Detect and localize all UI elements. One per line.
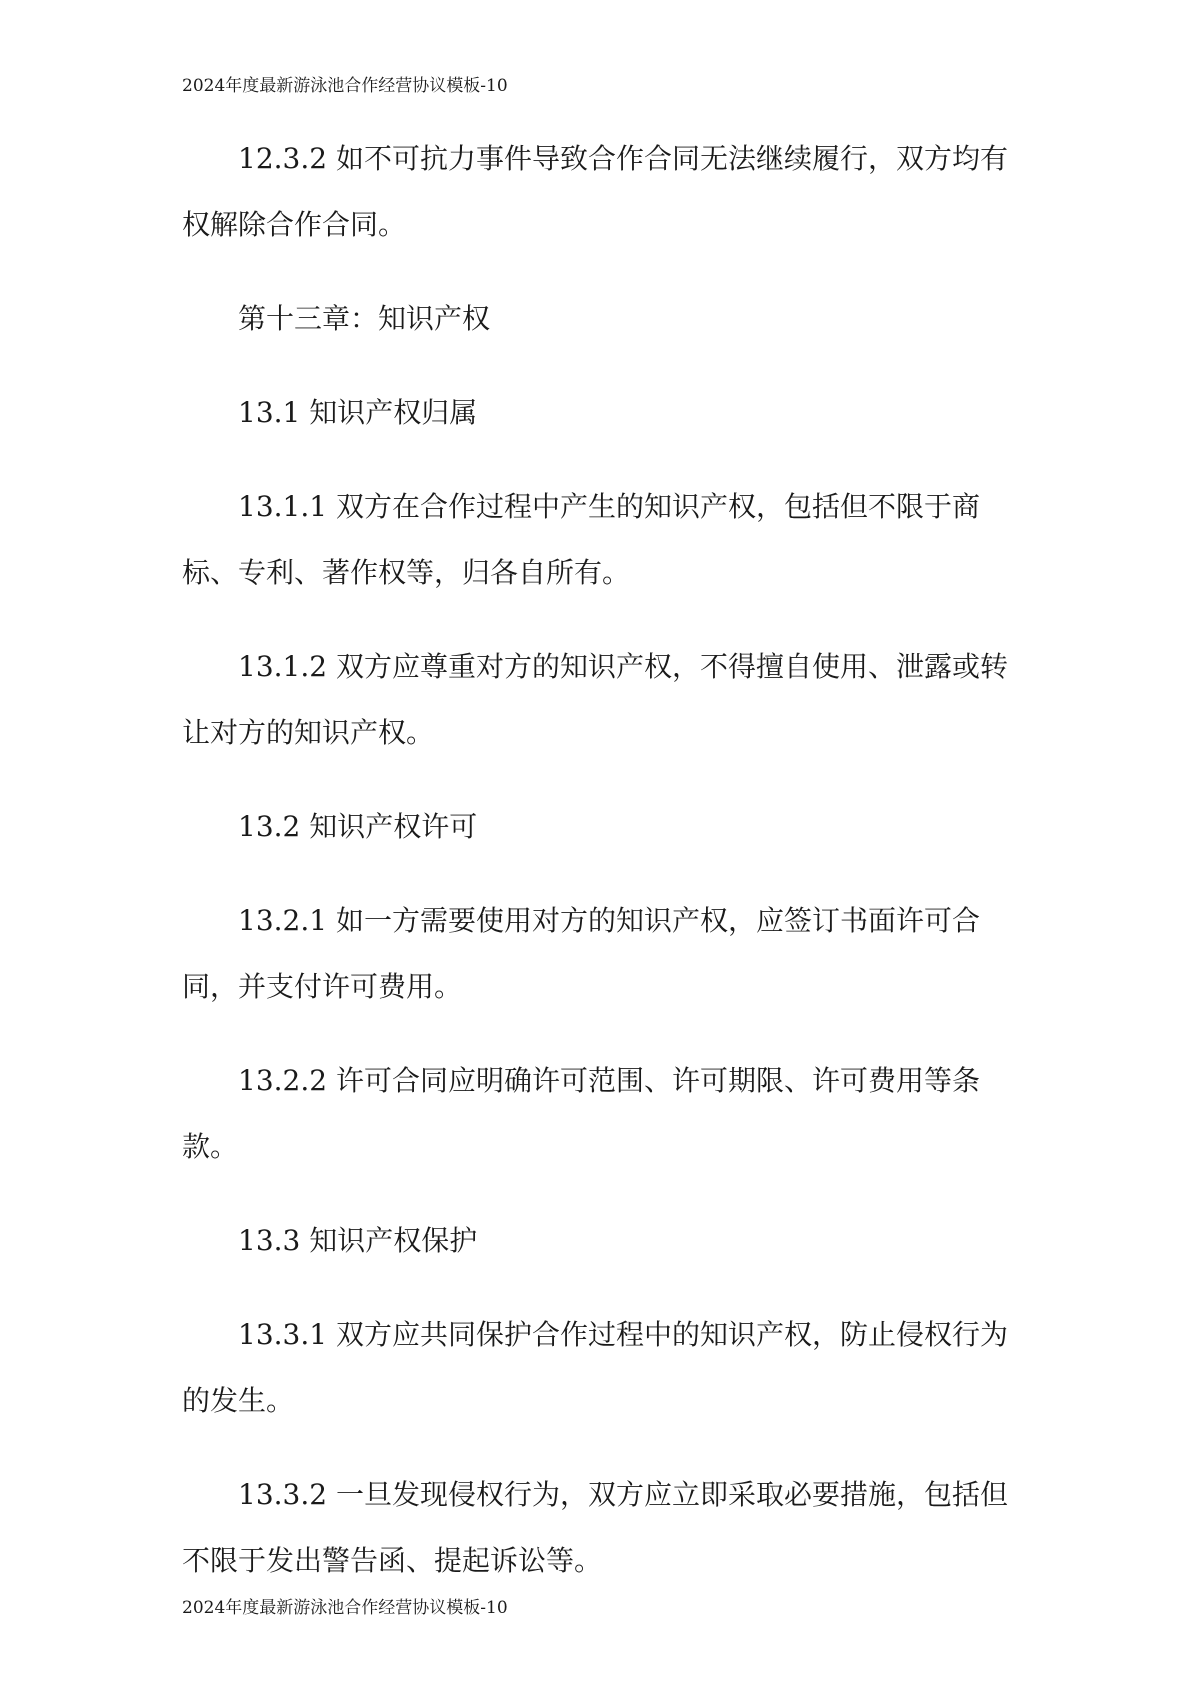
section-13-1-title: 13.1 知识产权归属 [238,396,478,429]
clause-13-1-2: 13.1.2 双方应尊重对方的知识产权，不得擅自使用、泄露或转让对方的知识产权。 [182,650,1008,749]
document-body [182,126,1008,1622]
clause-13-1-1: 13.1.1 双方在合作过程中产生的知识产权，包括但不限于商标、专利、著作权等，归各自所有。 [182,490,980,589]
section-13-3-title: 13.3 知识产权保护 [238,1224,478,1257]
clause-13-2-2: 13.2.2 许可合同应明确许可范围、许可期限、许可费用等条款。 [182,1064,980,1163]
page-header: 2024年度最新游泳池合作经营协议模板-10 [182,76,508,96]
page-footer: 2024年度最新游泳池合作经营协议模板-10 [182,1598,508,1618]
clause-13-3-2: 13.3.2 一旦发现侵权行为，双方应立即采取必要措施，包括但不限于发出警告函、提起诉讼等。 [182,1478,1008,1577]
clause-13-3-1: 13.3.1 双方应共同保护合作过程中的知识产权，防止侵权行为的发生。 [182,1318,1008,1417]
section-13-2-title: 13.2 知识产权许可 [238,810,478,843]
clause-12-3-2: 12.3.2 如不可抗力事件导致合作合同无法继续履行，双方均有权解除合作合同。 [182,142,1008,241]
chapter-13-title: 第十三章：知识产权 [238,302,491,335]
clause-13-2-1: 13.2.1 如一方需要使用对方的知识产权，应签订书面许可合同，并支付许可费用。 [182,904,980,1003]
